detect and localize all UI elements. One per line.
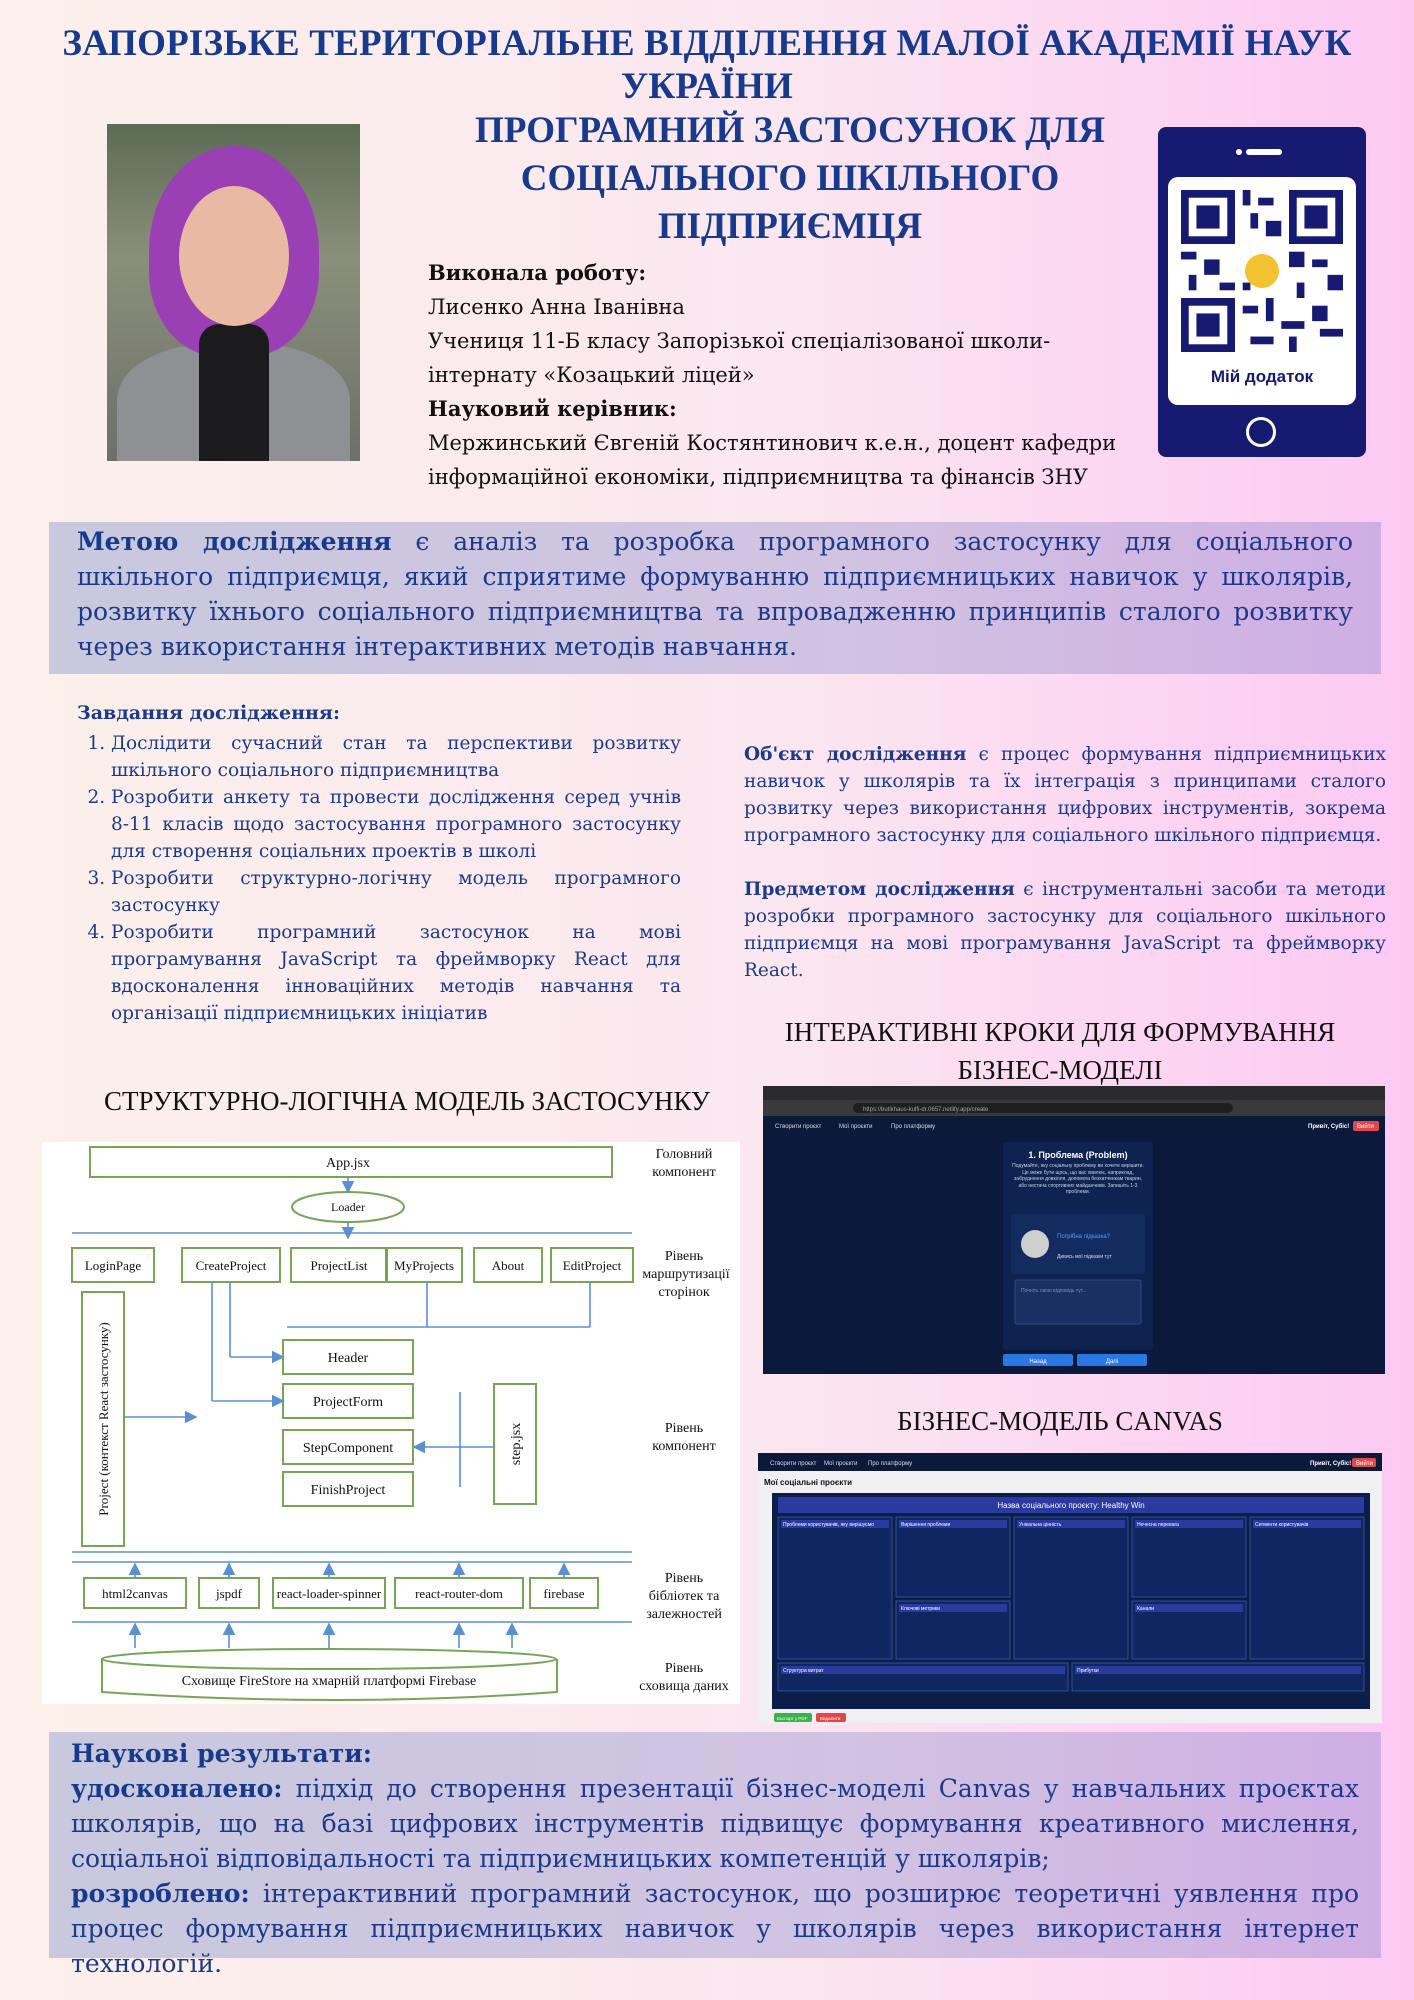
task-item: 4. Розробити програмний застосунок на мові програмування JavaScript та фреймворку React для вдосконалення інноваційних методів навчання та організації підприємницьких ініціатив <box>111 919 681 1027</box>
delete-button[interactable]: Видалити <box>820 1716 841 1721</box>
student-info-2: інтернату «Козацький ліцей» <box>428 363 755 387</box>
diagram-loader: Loader <box>331 1200 365 1214</box>
structure-diagram <box>42 1142 740 1704</box>
improved-lead: удосконалено: <box>71 1774 283 1803</box>
goal-lead: Метою дослідження <box>77 527 392 556</box>
nav-item[interactable]: Мої проєкти <box>824 1461 858 1467</box>
diagram-lib: firebase <box>543 1586 585 1601</box>
performed-label: Виконала роботу: <box>428 260 647 285</box>
improved-text: підхід до створення презентації бізнес-моделі Canvas у навчальних проєктах школярів, що на базі цифрових інструментів підвищує формування креативного мислення, соціальної відповідальності та підприємницьких компетенцій у школярів; <box>71 1774 1359 1873</box>
steps-screenshot <box>763 1086 1385 1374</box>
browser-url[interactable]: https://butikhaus-kulfi-dr.0657.netlify.app/create <box>863 1107 989 1113</box>
diagram-page: CreateProject <box>195 1258 267 1273</box>
canvas-project-title: Назва соціального проєкту: Healthy Win <box>997 1501 1145 1510</box>
canvas-block-label: Нечесна перевага <box>1137 1522 1179 1528</box>
title-line-3: ПІДПРИЄМЦЯ <box>657 206 923 247</box>
diagram-page: About <box>491 1258 525 1273</box>
author-photo <box>107 124 360 461</box>
next-button[interactable]: Далі <box>1105 1359 1119 1365</box>
diagram-app: App.jsx <box>326 1156 370 1171</box>
results-title: Наукові результати: <box>71 1739 373 1768</box>
organization-title: ЗАПОРІЗЬКЕ ТЕРИТОРІАЛЬНЕ ВІДДІЛЕННЯ МАЛОЇ АКАДЕМІЇ НАУК УКРАЇНИ <box>62 23 1352 107</box>
goal-text: є аналіз та розробка програмного застосунку для соціального шкільного підприємця, який сприятиме формуванню підприємницьких навичок у школярів, розвитку їхнього соціального підприємництва та впровадженню принципів сталого розвитку через використання інтерактивних методів навчання. <box>77 527 1354 661</box>
diagram-step: step.jsx <box>509 1422 524 1466</box>
level-label: Рівень <box>664 1661 704 1676</box>
canvas-block-label: Вирішення проблеми <box>901 1522 951 1528</box>
level-label: компонент <box>652 1439 716 1454</box>
nav-item[interactable]: Створити проєкт <box>775 1124 822 1130</box>
level-label: сторінок <box>658 1285 710 1300</box>
nav-item[interactable]: Створити проєкт <box>770 1461 817 1467</box>
task-item: 1. Дослідити сучасний стан та перспективи розвитку шкільного соціального підприємництва <box>111 730 681 784</box>
tasks-block <box>77 700 681 1027</box>
level-label: компонент <box>652 1165 716 1180</box>
qr-phone <box>1158 127 1366 457</box>
nav-item[interactable]: Про платформу <box>891 1124 936 1130</box>
diagram-lib: react-loader-spinner <box>276 1586 382 1601</box>
diagram-context: Project (контекст React застосунку) <box>96 1322 111 1516</box>
hint-link[interactable]: Дивись мої підказки тут <box>1057 1254 1112 1260</box>
logout-button[interactable]: Вийти <box>1356 1461 1373 1467</box>
steps-heading-line-1: ІНТЕРАКТИВНІ КРОКИ ДЛЯ ФОРМУВАННЯ <box>784 1017 1336 1047</box>
results-band <box>49 1732 1381 1978</box>
phone-home-button-icon <box>1246 417 1276 447</box>
qr-label: Мій додаток <box>1210 367 1314 386</box>
poster-title <box>420 107 1160 251</box>
canvas-heading: БІЗНЕС-МОДЕЛЬ CANVAS <box>897 1406 1223 1436</box>
developed-text: інтерактивний програмний застосунок, що розширює теоретичні уявлення про процес формування підприємницьких навичок у школярів через використання інтернет технологій. <box>71 1879 1359 1978</box>
object-text: є процес формування підприємницьких навичок у школярів та їх інтеграція з принципами сталого розвитку через використання цифрових інструментів, зокрема програмного застосунку для соціального шкільного підприємця. <box>744 744 1387 846</box>
diagram-lib: jspdf <box>216 1586 242 1601</box>
nav-item[interactable]: Мої проєкти <box>839 1124 873 1130</box>
title-line-1: ПРОГРАМНИЙ ЗАСТОСУНОК ДЛЯ <box>475 110 1105 151</box>
title-line-2: СОЦІАЛЬНОГО ШКІЛЬНОГО <box>520 158 1060 199</box>
level-label: Головний <box>655 1147 713 1162</box>
greeting: Привіт, Субіс! <box>1310 1461 1352 1467</box>
diagram-component: ProjectForm <box>313 1395 383 1410</box>
diagram-lib: react-router-dom <box>415 1586 503 1601</box>
model-heading: СТРУКТУРНО-ЛОГІЧНА МОДЕЛЬ ЗАСТОСУНКУ <box>103 1086 711 1116</box>
canvas-block-label: Ключові метрики <box>901 1606 940 1612</box>
canvas-block-label: Структура витрат <box>783 1668 824 1674</box>
step-description: Подумайте, яку соціальну проблему ви хочете вирішити. Це може бути щось, що вас хвилює, наприклад, забруднення довкілля, допомога безхатченкам тварин, або нестача спортивних майданчиків. Запишіть 1-3 проблеми. <box>1012 1163 1144 1195</box>
supervisor-2: інформаційної економіки, підприємництва та фінансів ЗНУ <box>428 465 1089 489</box>
diagram-page: EditProject <box>562 1258 622 1273</box>
authors-block <box>428 256 1148 494</box>
level-label: Рівень <box>664 1249 704 1264</box>
diagram-lib: html2canvas <box>102 1586 168 1601</box>
student-info-1: Учениця 11-Б класу Запорізької спеціалізованої школи- <box>428 329 1051 353</box>
student-name: Лисенко Анна Іванівна <box>428 295 685 319</box>
supervisor-label: Науковий керівник: <box>428 396 677 421</box>
level-label: бібліотек та <box>648 1589 720 1604</box>
diagram-component: Header <box>327 1351 369 1366</box>
level-label: залежностей <box>646 1607 722 1622</box>
supervisor-1: Мержинський Євгеній Костянтинович к.е.н., доцент кафедри <box>428 431 1117 455</box>
greeting: Привіт, Субіс! <box>1308 1124 1350 1130</box>
level-label: сховища даних <box>639 1679 729 1694</box>
diagram-page: ProjectList <box>310 1258 368 1273</box>
subject-text: є інструментальні засоби та методи розробки програмного застосунку для соціального шкільного підприємця на мові програмування JavaScript та фреймворку React. <box>744 879 1386 981</box>
logout-button[interactable]: Вийти <box>1357 1124 1374 1130</box>
diagram-storage: Сховище FireStore на хмарній платформі Firebase <box>181 1674 477 1689</box>
hint-title: Потрібна підказка? <box>1057 1234 1110 1240</box>
canvas-block-label: Сегменти користувачів <box>1255 1522 1309 1528</box>
steps-heading-line-2: БІЗНЕС-МОДЕЛІ <box>957 1055 1163 1085</box>
canvas-block-label: Прибутки <box>1077 1668 1099 1674</box>
level-label: маршрутизації <box>642 1267 730 1282</box>
diagram-component: FinishProject <box>310 1483 386 1498</box>
canvas-block-label: Проблеми користувачів, яку вирішуємо <box>783 1522 874 1528</box>
object-subject-block <box>744 741 1386 1011</box>
object-lead: Об'єкт дослідження <box>744 744 967 765</box>
subject-lead: Предметом дослідження <box>744 879 1015 900</box>
qr-code-icon[interactable] <box>1181 190 1343 352</box>
developed-lead: розроблено: <box>71 1879 250 1908</box>
task-item: 2. Розробити анкету та провести дослідження серед учнів 8-11 класів щодо застосування програмного застосунку для створення соціальних проектів в школі <box>111 784 681 865</box>
level-label: Рівень <box>664 1571 704 1586</box>
task-item: 3. Розробити структурно-логічну модель програмного застосунку <box>111 865 681 919</box>
export-pdf-button[interactable]: Експорт у PDF <box>777 1716 808 1721</box>
canvas-block-label: Унікальна цінність <box>1019 1522 1062 1528</box>
back-button[interactable]: Назад <box>1029 1359 1047 1365</box>
tasks-title: Завдання дослідження: <box>77 702 340 724</box>
diagram-component: StepComponent <box>302 1441 394 1456</box>
nav-item[interactable]: Про платформу <box>868 1461 913 1467</box>
canvas-block-label: Канали <box>1137 1606 1154 1612</box>
step-title: 1. Проблема (Problem) <box>1028 1150 1128 1160</box>
canvas-page-title: Мої соціальні проєкти <box>764 1478 853 1487</box>
goal-band <box>49 522 1381 674</box>
canvas-screenshot <box>758 1453 1382 1723</box>
answer-textarea[interactable]: Почніть свою відповідь тут... <box>1021 1288 1087 1294</box>
steps-heading <box>760 1013 1360 1089</box>
level-label: Рівень <box>664 1421 704 1436</box>
diagram-page: MyProjects <box>394 1258 454 1273</box>
diagram-page: LoginPage <box>84 1258 142 1273</box>
